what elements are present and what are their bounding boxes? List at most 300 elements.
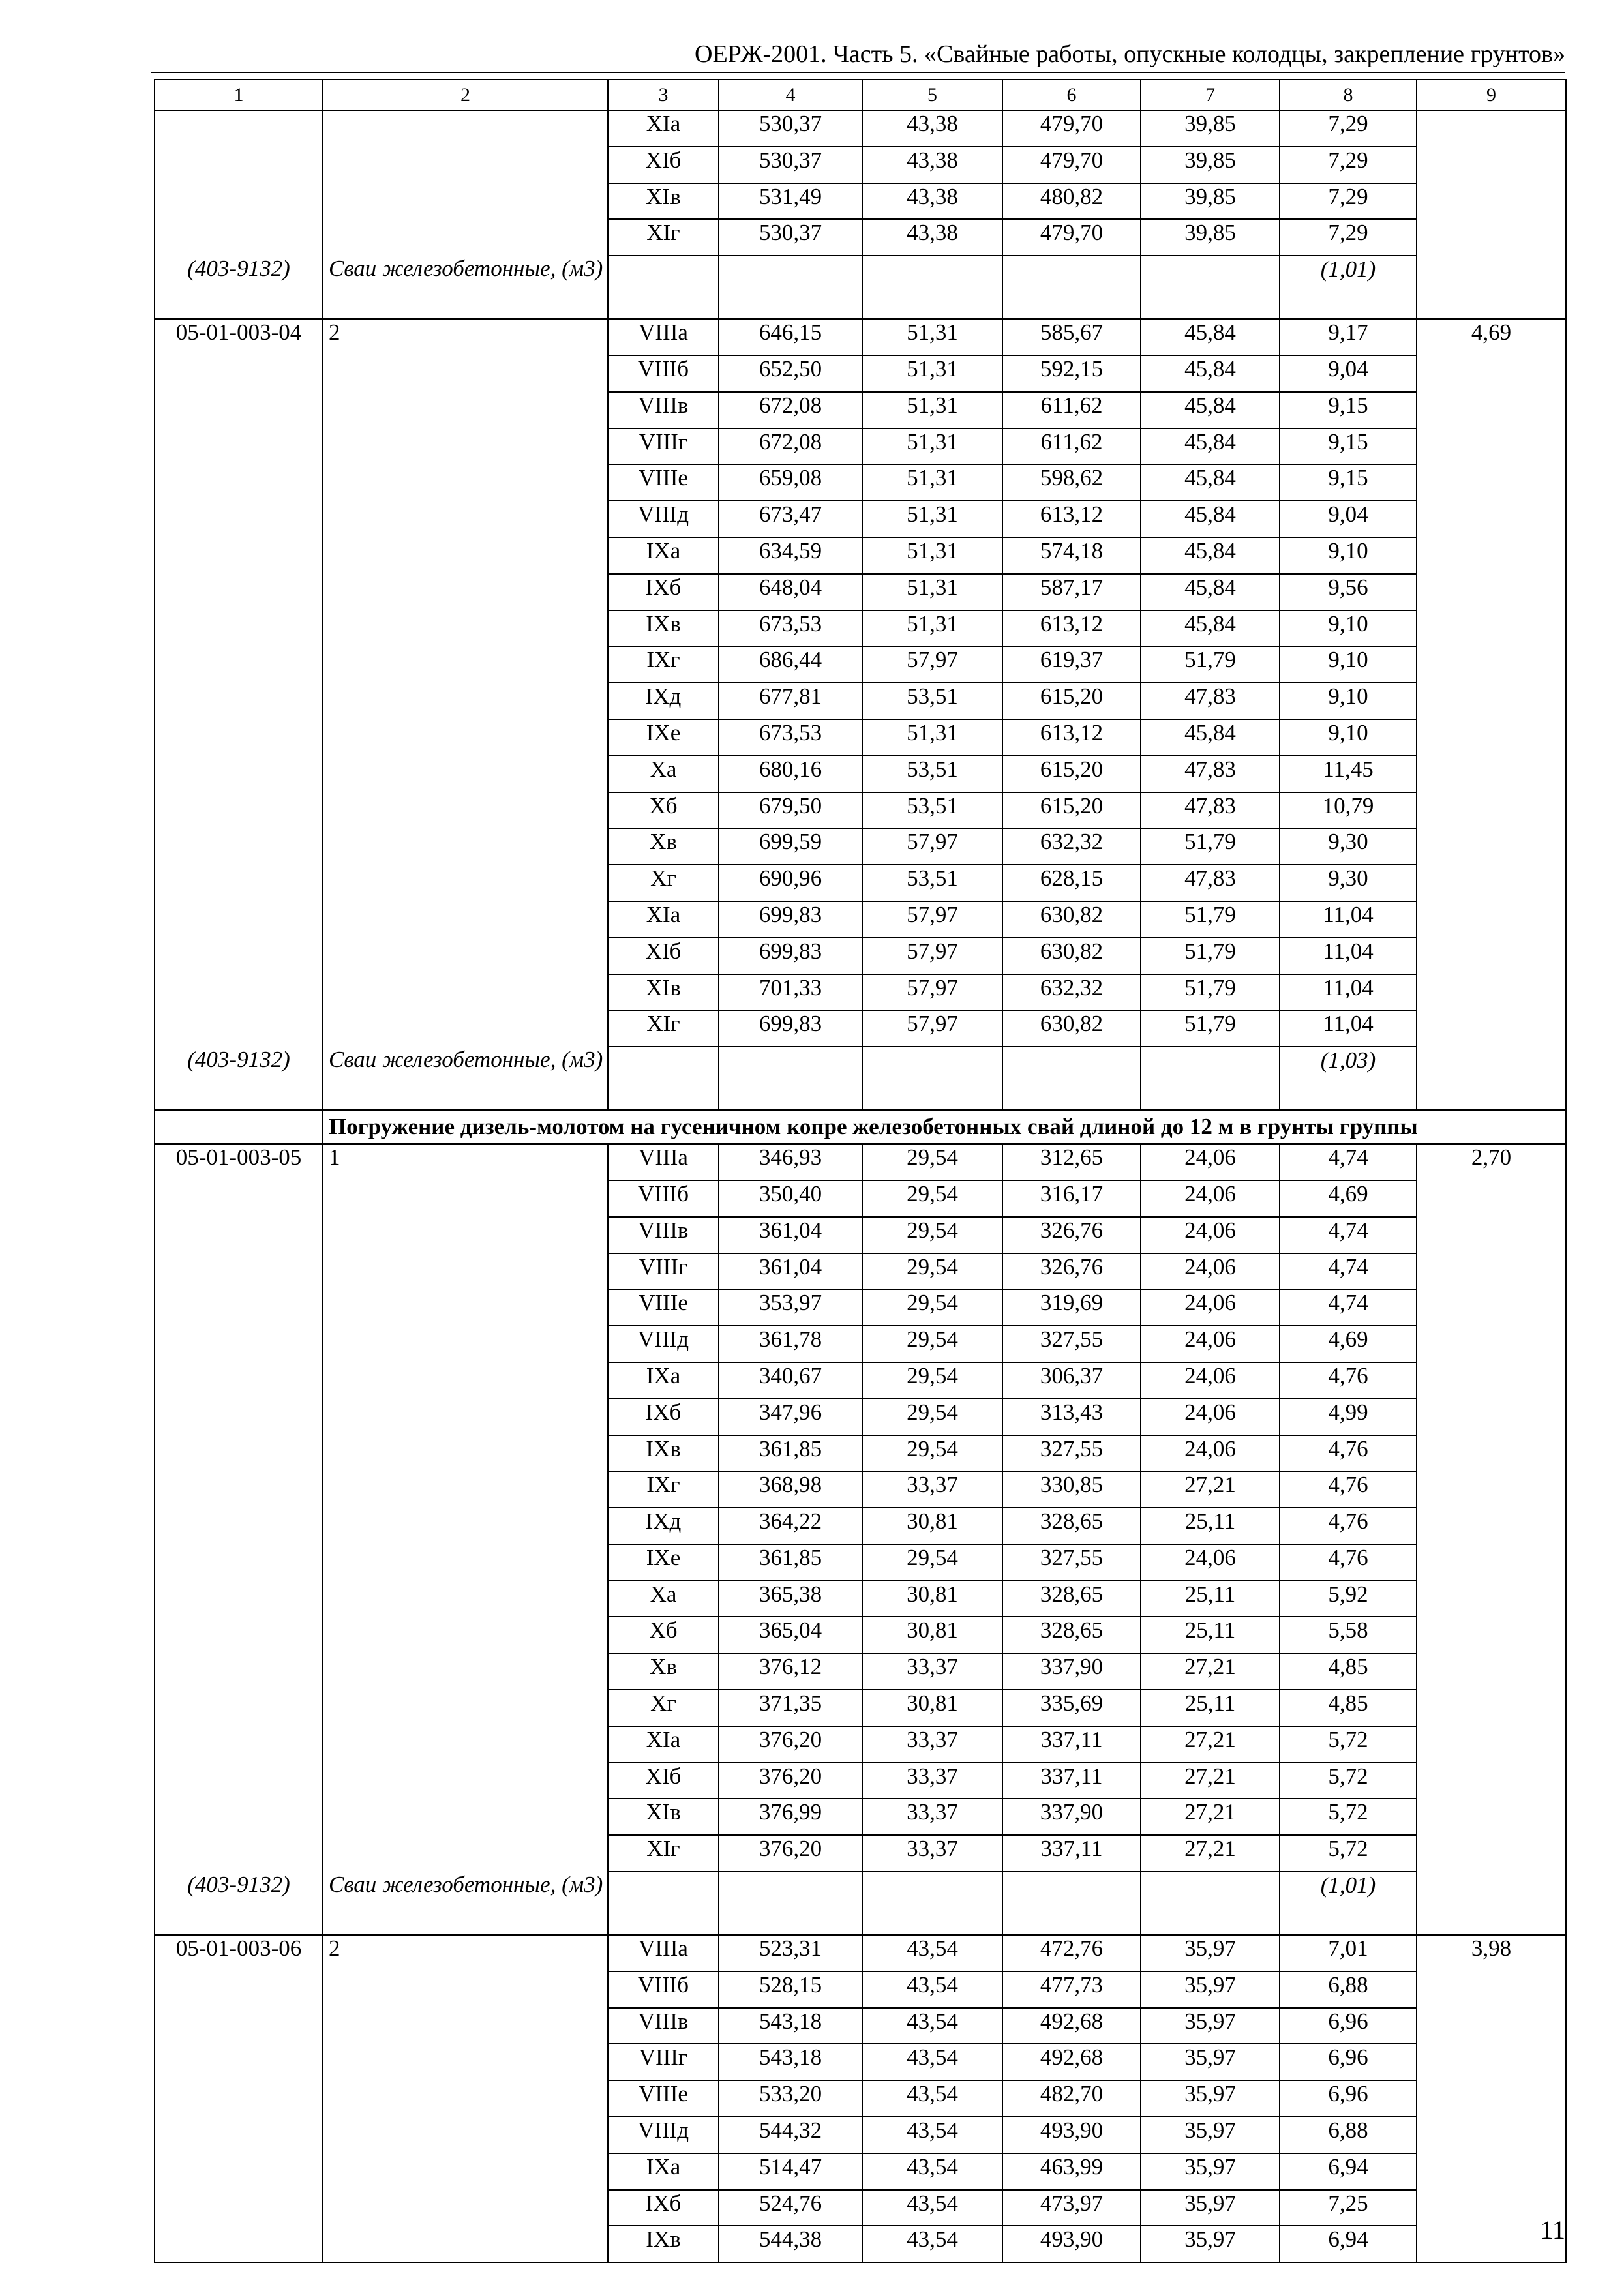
rate-code <box>155 219 323 256</box>
cell-col-7: 24,06 <box>1141 1289 1280 1326</box>
material-code: (403-9132) <box>155 1047 323 1110</box>
cell-col-7: 35,97 <box>1141 2153 1280 2190</box>
cell-col-3: VIIIв <box>608 2008 719 2044</box>
cell-col-6: 327,55 <box>1002 1544 1141 1581</box>
labor-cost <box>1417 1835 1566 1872</box>
cell-col-3: Xа <box>608 756 719 792</box>
rate-code <box>155 501 323 537</box>
cell-col-3: VIIIб <box>608 1180 719 1217</box>
cell-col-8: 11,45 <box>1280 756 1417 792</box>
cell-col-4: 361,85 <box>719 1435 862 1472</box>
cell-col-7: 24,06 <box>1141 1544 1280 1581</box>
cell-col-3: XIв <box>608 974 719 1011</box>
material-row <box>155 256 1566 319</box>
cell-col-8: 9,04 <box>1280 355 1417 392</box>
table-row <box>155 974 1566 1011</box>
group-number <box>323 974 608 1011</box>
cell-col-7: 27,21 <box>1141 1653 1280 1690</box>
labor-cost <box>1417 1217 1566 1253</box>
cell-col-8: 6,96 <box>1280 2008 1417 2044</box>
cell-col-3: IXа <box>608 2153 719 2190</box>
cell-col-6: 337,11 <box>1002 1835 1141 1872</box>
group-number: 2 <box>323 1935 608 1971</box>
cell-col-5: 29,54 <box>862 1435 1002 1472</box>
cell-col-7: 27,21 <box>1141 1799 1280 1835</box>
table-row <box>155 1180 1566 1217</box>
table-row <box>155 792 1566 829</box>
labor-cost <box>1417 1289 1566 1326</box>
rate-code <box>155 610 323 647</box>
group-number <box>323 938 608 974</box>
labor-cost <box>1417 901 1566 938</box>
table-row <box>155 537 1566 574</box>
cell-col-8: 4,99 <box>1280 1399 1417 1435</box>
group-number <box>323 501 608 537</box>
cell-col-6: 574,18 <box>1002 537 1141 574</box>
cell-col-8: 9,17 <box>1280 319 1417 355</box>
labor-cost <box>1417 1617 1566 1653</box>
cell-col-6: 326,76 <box>1002 1253 1141 1290</box>
cell-col-5: 43,38 <box>862 219 1002 256</box>
material-empty-col-3 <box>608 256 719 319</box>
rate-code <box>155 428 323 465</box>
column-number-5: 5 <box>862 80 1002 110</box>
cell-col-6: 328,65 <box>1002 1581 1141 1617</box>
material-empty-col-5 <box>862 1872 1002 1935</box>
cell-col-3: VIIIа <box>608 1935 719 1971</box>
cell-col-5: 51,31 <box>862 319 1002 355</box>
cell-col-5: 57,97 <box>862 901 1002 938</box>
cell-col-6: 463,99 <box>1002 2153 1141 2190</box>
cell-col-4: 376,12 <box>719 1653 862 1690</box>
group-number <box>323 901 608 938</box>
group-number <box>323 792 608 829</box>
header-rule <box>151 72 1565 73</box>
group-number <box>323 646 608 683</box>
cell-col-7: 39,85 <box>1141 219 1280 256</box>
table-row <box>155 1544 1566 1581</box>
table-row <box>155 719 1566 756</box>
rate-code <box>155 792 323 829</box>
column-number-9: 9 <box>1417 80 1566 110</box>
cell-col-7: 35,97 <box>1141 1935 1280 1971</box>
cell-col-4: 543,18 <box>719 2044 862 2080</box>
cell-col-3: VIIIа <box>608 1144 719 1180</box>
labor-cost <box>1417 1544 1566 1581</box>
group-number <box>323 683 608 719</box>
cell-col-3: VIIIе <box>608 464 719 501</box>
cell-col-3: IXе <box>608 719 719 756</box>
cell-col-7: 39,85 <box>1141 183 1280 220</box>
labor-cost <box>1417 865 1566 901</box>
cell-col-4: 353,97 <box>719 1289 862 1326</box>
table-row <box>155 2008 1566 2044</box>
cell-col-8: 9,15 <box>1280 428 1417 465</box>
column-number-6: 6 <box>1002 80 1141 110</box>
cell-col-8: 4,76 <box>1280 1471 1417 1508</box>
cell-col-3: XIб <box>608 1763 719 1799</box>
rate-code <box>155 1010 323 1047</box>
section-heading-row <box>155 1110 1566 1144</box>
cell-col-7: 51,79 <box>1141 938 1280 974</box>
cell-col-6: 337,90 <box>1002 1799 1141 1835</box>
cell-col-4: 528,15 <box>719 1971 862 2008</box>
cell-col-8: 4,76 <box>1280 1508 1417 1544</box>
rate-code <box>155 355 323 392</box>
cell-col-3: XIб <box>608 147 719 183</box>
table-row <box>155 1289 1566 1326</box>
rate-code <box>155 537 323 574</box>
cell-col-3: XIв <box>608 1799 719 1835</box>
cell-col-3: XIа <box>608 1726 719 1763</box>
table-row <box>155 1362 1566 1399</box>
cell-col-5: 53,51 <box>862 756 1002 792</box>
labor-cost <box>1417 1971 1566 2008</box>
cell-col-5: 43,38 <box>862 110 1002 147</box>
labor-cost <box>1417 938 1566 974</box>
cell-col-8: 9,30 <box>1280 865 1417 901</box>
cell-col-5: 43,54 <box>862 2226 1002 2262</box>
cell-col-6: 630,82 <box>1002 1010 1141 1047</box>
cell-col-8: 6,94 <box>1280 2226 1417 2262</box>
rate-code <box>155 974 323 1011</box>
rate-code <box>155 1653 323 1690</box>
material-coefficient: (1,03) <box>1280 1047 1417 1110</box>
rate-code <box>155 1253 323 1290</box>
rate-code <box>155 938 323 974</box>
labor-cost <box>1417 1508 1566 1544</box>
rate-code <box>155 2008 323 2044</box>
cell-col-5: 43,54 <box>862 2190 1002 2226</box>
cell-col-5: 43,54 <box>862 2080 1002 2117</box>
rate-code: 05-01-003-04 <box>155 319 323 355</box>
cell-col-4: 340,67 <box>719 1362 862 1399</box>
cell-col-7: 45,84 <box>1141 392 1280 428</box>
column-number-row <box>155 80 1566 110</box>
labor-cost <box>1417 1799 1566 1835</box>
group-number <box>323 1289 608 1326</box>
labor-cost <box>1417 1326 1566 1362</box>
cell-col-7: 45,84 <box>1141 719 1280 756</box>
cell-col-3: IXб <box>608 1399 719 1435</box>
table-row <box>155 147 1566 183</box>
cell-col-3: XIа <box>608 110 719 147</box>
table-row <box>155 646 1566 683</box>
cell-col-7: 24,06 <box>1141 1144 1280 1180</box>
cell-col-8: 9,10 <box>1280 646 1417 683</box>
material-empty-col-7 <box>1141 1872 1280 1935</box>
cell-col-4: 686,44 <box>719 646 862 683</box>
cell-col-5: 53,51 <box>862 792 1002 829</box>
table-row <box>155 1508 1566 1544</box>
rates-table-body <box>155 80 1566 2262</box>
table-row <box>155 2226 1566 2262</box>
cell-col-6: 313,43 <box>1002 1399 1141 1435</box>
labor-cost <box>1417 1763 1566 1799</box>
labor-cost <box>1417 464 1566 501</box>
cell-col-7: 27,21 <box>1141 1471 1280 1508</box>
labor-cost <box>1417 392 1566 428</box>
group-number <box>323 1326 608 1362</box>
cell-col-6: 479,70 <box>1002 219 1141 256</box>
table-row <box>155 1326 1566 1362</box>
cell-col-3: Xг <box>608 865 719 901</box>
cell-col-6: 632,32 <box>1002 974 1141 1011</box>
cell-col-3: VIIIв <box>608 392 719 428</box>
group-number <box>323 865 608 901</box>
cell-col-8: 5,72 <box>1280 1799 1417 1835</box>
cell-col-6: 632,32 <box>1002 828 1141 865</box>
cell-col-8: 4,76 <box>1280 1362 1417 1399</box>
cell-col-5: 57,97 <box>862 828 1002 865</box>
group-number <box>323 1799 608 1835</box>
cell-col-8: 5,92 <box>1280 1581 1417 1617</box>
cell-col-3: XIг <box>608 219 719 256</box>
cell-col-8: 6,96 <box>1280 2044 1417 2080</box>
group-number <box>323 756 608 792</box>
material-empty-col-3 <box>608 1047 719 1110</box>
cell-col-4: 677,81 <box>719 683 862 719</box>
cell-col-7: 35,97 <box>1141 2008 1280 2044</box>
material-empty-col-9 <box>1417 1872 1566 1935</box>
group-number <box>323 147 608 183</box>
cell-col-4: 530,37 <box>719 219 862 256</box>
rate-code <box>155 574 323 610</box>
cell-col-8: 9,15 <box>1280 392 1417 428</box>
group-number: 1 <box>323 1144 608 1180</box>
column-number-4: 4 <box>719 80 862 110</box>
cell-col-5: 29,54 <box>862 1180 1002 1217</box>
labor-cost <box>1417 355 1566 392</box>
cell-col-6: 337,11 <box>1002 1726 1141 1763</box>
material-empty-col-5 <box>862 1047 1002 1110</box>
group-number <box>323 537 608 574</box>
cell-col-5: 29,54 <box>862 1217 1002 1253</box>
table-row <box>155 1144 1566 1180</box>
cell-col-4: 544,32 <box>719 2117 862 2153</box>
cell-col-6: 611,62 <box>1002 428 1141 465</box>
labor-cost <box>1417 574 1566 610</box>
cell-col-5: 30,81 <box>862 1690 1002 1726</box>
cell-col-7: 47,83 <box>1141 756 1280 792</box>
rate-code <box>155 1726 323 1763</box>
group-number <box>323 1435 608 1472</box>
cell-col-8: 11,04 <box>1280 901 1417 938</box>
cell-col-8: 4,74 <box>1280 1289 1417 1326</box>
cell-col-5: 53,51 <box>862 683 1002 719</box>
labor-cost <box>1417 610 1566 647</box>
table-row <box>155 2080 1566 2117</box>
material-code: (403-9132) <box>155 256 323 319</box>
cell-col-8: 9,30 <box>1280 828 1417 865</box>
cell-col-7: 35,97 <box>1141 2044 1280 2080</box>
group-number <box>323 1471 608 1508</box>
cell-col-8: 6,96 <box>1280 2080 1417 2117</box>
rate-code <box>155 1435 323 1472</box>
cell-col-4: 652,50 <box>719 355 862 392</box>
rate-code <box>155 2153 323 2190</box>
cell-col-7: 45,84 <box>1141 574 1280 610</box>
cell-col-6: 598,62 <box>1002 464 1141 501</box>
group-number <box>323 110 608 147</box>
material-empty-col-4 <box>719 256 862 319</box>
labor-cost <box>1417 646 1566 683</box>
cell-col-7: 25,11 <box>1141 1690 1280 1726</box>
cell-col-5: 43,38 <box>862 183 1002 220</box>
cell-col-7: 35,97 <box>1141 2117 1280 2153</box>
group-number <box>323 183 608 220</box>
cell-col-4: 365,04 <box>719 1617 862 1653</box>
rate-code <box>155 1581 323 1617</box>
cell-col-8: 7,29 <box>1280 183 1417 220</box>
cell-col-5: 51,31 <box>862 392 1002 428</box>
cell-col-7: 51,79 <box>1141 828 1280 865</box>
labor-cost <box>1417 1471 1566 1508</box>
cell-col-7: 35,97 <box>1141 2190 1280 2226</box>
cell-col-4: 634,59 <box>719 537 862 574</box>
cell-col-7: 45,84 <box>1141 464 1280 501</box>
rate-code <box>155 1835 323 1872</box>
cell-col-6: 326,76 <box>1002 1217 1141 1253</box>
group-number <box>323 1653 608 1690</box>
rate-code <box>155 1508 323 1544</box>
cell-col-7: 27,21 <box>1141 1763 1280 1799</box>
cell-col-6: 306,37 <box>1002 1362 1141 1399</box>
cell-col-5: 30,81 <box>862 1617 1002 1653</box>
cell-col-6: 615,20 <box>1002 683 1141 719</box>
cell-col-4: 361,78 <box>719 1326 862 1362</box>
table-row <box>155 392 1566 428</box>
rate-code <box>155 1326 323 1362</box>
group-number <box>323 1508 608 1544</box>
rate-code <box>155 901 323 938</box>
group-number <box>323 2008 608 2044</box>
cell-col-6: 473,97 <box>1002 2190 1141 2226</box>
cell-col-6: 592,15 <box>1002 355 1141 392</box>
table-row <box>155 355 1566 392</box>
group-number <box>323 464 608 501</box>
cell-col-5: 29,54 <box>862 1144 1002 1180</box>
table-row <box>155 1435 1566 1472</box>
cell-col-6: 613,12 <box>1002 719 1141 756</box>
page-number: 11 <box>1540 2215 1565 2245</box>
material-empty-col-7 <box>1141 256 1280 319</box>
rate-code: 05-01-003-05 <box>155 1144 323 1180</box>
cell-col-6: 587,17 <box>1002 574 1141 610</box>
cell-col-7: 35,97 <box>1141 2226 1280 2262</box>
rate-code <box>155 1799 323 1835</box>
cell-col-5: 43,54 <box>862 1935 1002 1971</box>
cell-col-8: 7,29 <box>1280 110 1417 147</box>
cell-col-7: 35,97 <box>1141 2080 1280 2117</box>
group-number <box>323 1617 608 1653</box>
table-row <box>155 828 1566 865</box>
cell-col-4: 364,22 <box>719 1508 862 1544</box>
cell-col-3: VIIIг <box>608 428 719 465</box>
cell-col-8: 5,72 <box>1280 1835 1417 1872</box>
material-empty-col-6 <box>1002 256 1141 319</box>
table-row <box>155 1835 1566 1872</box>
cell-col-7: 24,06 <box>1141 1435 1280 1472</box>
cell-col-8: 4,74 <box>1280 1217 1417 1253</box>
cell-col-7: 24,06 <box>1141 1217 1280 1253</box>
cell-col-8: 9,15 <box>1280 464 1417 501</box>
rate-code <box>155 110 323 147</box>
material-row <box>155 1872 1566 1935</box>
cell-col-4: 673,53 <box>719 719 862 756</box>
cell-col-4: 679,50 <box>719 792 862 829</box>
labor-cost <box>1417 1180 1566 1217</box>
table-row <box>155 428 1566 465</box>
group-number <box>323 2226 608 2262</box>
group-number <box>323 2080 608 2117</box>
cell-col-5: 51,31 <box>862 355 1002 392</box>
cell-col-3: Xа <box>608 1581 719 1617</box>
cell-col-4: 530,37 <box>719 110 862 147</box>
cell-col-5: 33,37 <box>862 1653 1002 1690</box>
cell-col-7: 45,84 <box>1141 428 1280 465</box>
material-empty-col-9 <box>1417 256 1566 319</box>
table-row <box>155 1726 1566 1763</box>
rate-code <box>155 1763 323 1799</box>
cell-col-4: 361,85 <box>719 1544 862 1581</box>
cell-col-7: 24,06 <box>1141 1180 1280 1217</box>
group-number <box>323 1010 608 1047</box>
cell-col-5: 53,51 <box>862 865 1002 901</box>
table-row <box>155 901 1566 938</box>
table-row <box>155 2190 1566 2226</box>
group-number <box>323 719 608 756</box>
table-row <box>155 1217 1566 1253</box>
rate-code <box>155 147 323 183</box>
group-number <box>323 2044 608 2080</box>
cell-col-5: 43,54 <box>862 2008 1002 2044</box>
cell-col-4: 673,53 <box>719 610 862 647</box>
cell-col-6: 337,90 <box>1002 1653 1141 1690</box>
labor-cost <box>1417 183 1566 220</box>
material-name: Сваи железобетонные, (м3) <box>323 1872 608 1935</box>
cell-col-8: 4,85 <box>1280 1653 1417 1690</box>
cell-col-5: 33,37 <box>862 1835 1002 1872</box>
material-name: Сваи железобетонные, (м3) <box>323 1047 608 1110</box>
column-number-7: 7 <box>1141 80 1280 110</box>
group-number <box>323 1362 608 1399</box>
group-number <box>323 2190 608 2226</box>
cell-col-6: 479,70 <box>1002 110 1141 147</box>
cell-col-4: 544,38 <box>719 2226 862 2262</box>
cell-col-6: 615,20 <box>1002 756 1141 792</box>
table-row <box>155 219 1566 256</box>
cell-col-7: 24,06 <box>1141 1253 1280 1290</box>
table-row <box>155 319 1566 355</box>
labor-cost <box>1417 1399 1566 1435</box>
group-number <box>323 355 608 392</box>
cell-col-3: VIIIг <box>608 2044 719 2080</box>
cell-col-7: 27,21 <box>1141 1726 1280 1763</box>
cell-col-4: 699,83 <box>719 1010 862 1047</box>
table-row <box>155 1763 1566 1799</box>
cell-col-4: 347,96 <box>719 1399 862 1435</box>
rate-code <box>155 828 323 865</box>
cell-col-8: 4,69 <box>1280 1180 1417 1217</box>
cell-col-6: 472,76 <box>1002 1935 1141 1971</box>
material-row <box>155 1047 1566 1110</box>
cell-col-8: 4,85 <box>1280 1690 1417 1726</box>
cell-col-4: 699,83 <box>719 901 862 938</box>
cell-col-5: 29,54 <box>862 1399 1002 1435</box>
cell-col-4: 365,38 <box>719 1581 862 1617</box>
cell-col-4: 350,40 <box>719 1180 862 1217</box>
